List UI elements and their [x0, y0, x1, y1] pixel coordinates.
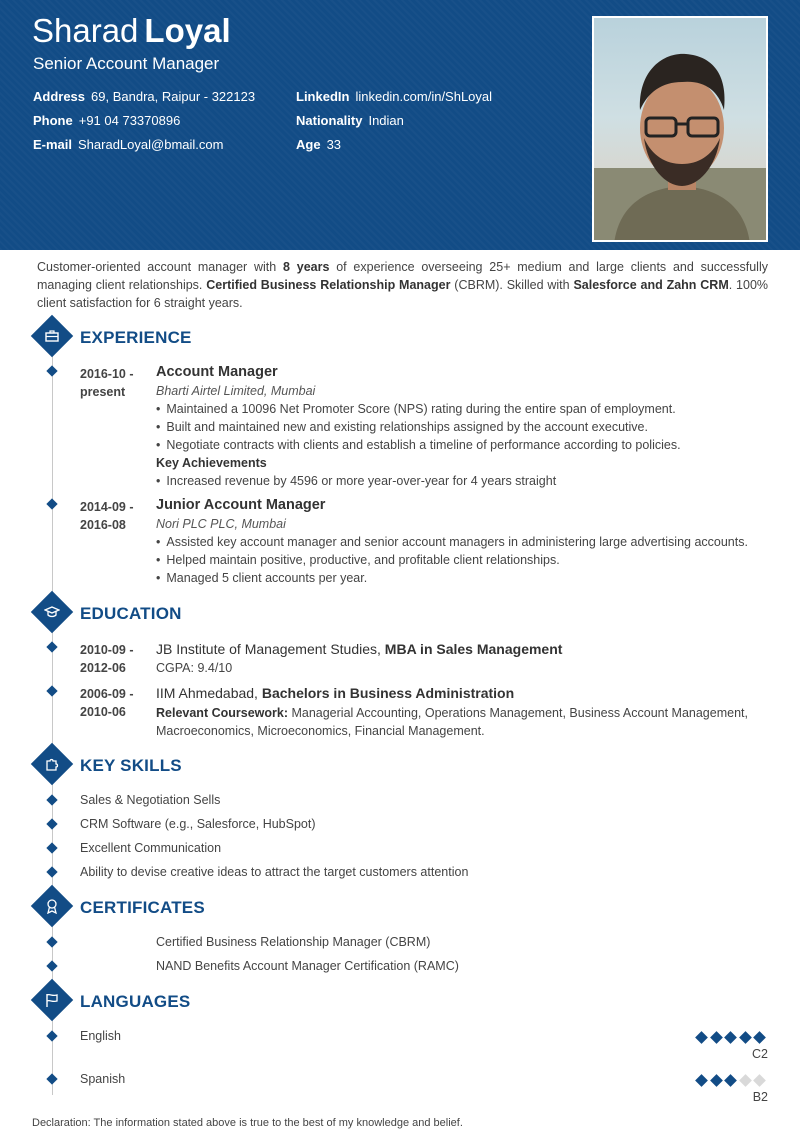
language-name: Spanish [80, 1072, 126, 1086]
flag-icon [31, 979, 73, 1021]
job-title: Account Manager [156, 364, 278, 380]
skill-item: Ability to devise creative ideas to attract the target customers attention [80, 865, 469, 879]
declaration-text: Declaration: The information stated above is true to the best of my knowledge and belief. [32, 1117, 463, 1129]
education-date: 2006-09 - 2010-06 [80, 687, 134, 719]
linkedin-value[interactable]: linkedin.com/in/ShLoyal [355, 89, 493, 104]
timeline-dot [46, 794, 57, 805]
puzzle-icon [31, 743, 73, 785]
language-rating [696, 1032, 768, 1044]
list-item: • Built and maintained new and existing relationships assigned by the account executive. [156, 418, 681, 436]
rating-diamond-filled [724, 1074, 737, 1087]
skill-item: Sales & Negotiation Sells [80, 793, 221, 807]
job-date: 2014-09 - 2016-08 [80, 500, 134, 532]
resume-header [0, 0, 800, 250]
job-company: Nori PLC PLC, Mumbai [156, 517, 286, 531]
nationality-value: Indian [368, 113, 404, 128]
education-date: 2010-09 - 2012-06 [80, 643, 134, 675]
linkedin-info [296, 89, 492, 104]
job-date: 2016-10 - present [80, 367, 134, 399]
job-bullets [156, 533, 748, 587]
education-title: IIM Ahmedabad, Bachelors in Business Administration [156, 685, 515, 701]
education-coursework: Relevant Coursework: Managerial Accounting, Operations Management, Business Account Management, [156, 706, 748, 720]
timeline-dot [46, 498, 57, 509]
job-bullets [156, 400, 681, 454]
nationality-info [296, 113, 404, 128]
phone-label: Phone [33, 113, 73, 128]
list-item: • Helped maintain positive, productive, and profitable client relationships. [156, 551, 748, 569]
address-info [33, 89, 255, 104]
language-level: B2 [752, 1090, 768, 1104]
timeline-dot [46, 1030, 57, 1041]
award-ribbon-icon [31, 885, 73, 927]
email-label: E-mail [33, 137, 73, 152]
timeline-dot [46, 936, 57, 947]
languages-heading: LANGUAGES [80, 992, 191, 1011]
list-item: • Assisted key account manager and senior account managers in administering large advertising accounts. [156, 533, 748, 551]
briefcase-icon [31, 315, 73, 357]
education-gpa: CGPA: 9.4/10 [156, 661, 233, 675]
list-item: • Increased revenue by 4596 or more year-over-year for 4 years straight [156, 472, 556, 490]
age-info [296, 137, 341, 152]
timeline-dot [46, 685, 57, 696]
age-label: Age [296, 137, 321, 152]
certificates-heading: CERTIFICATES [80, 898, 205, 917]
list-item: • Managed 5 client accounts per year. [156, 569, 748, 587]
linkedin-label: LinkedIn [296, 89, 350, 104]
phone-info [33, 113, 180, 128]
phone-value: +91 04 73370896 [78, 113, 181, 128]
nationality-label: Nationality [296, 113, 363, 128]
timeline-dot [46, 842, 57, 853]
email-value[interactable]: SharadLoyal@bmail.com [78, 137, 224, 152]
rating-diamond-filled [695, 1074, 708, 1087]
timeline-dot [46, 866, 57, 877]
job-title: Junior Account Manager [156, 497, 326, 513]
skills-heading: KEY SKILLS [80, 756, 182, 775]
timeline-dot [46, 1073, 57, 1084]
language-name: English [80, 1029, 121, 1043]
language-level: C2 [752, 1047, 768, 1061]
candidate-name [32, 12, 231, 50]
rating-diamond-filled [695, 1031, 708, 1044]
language-rating [696, 1075, 768, 1087]
job-company: Bharti Airtel Limited, Mumbai [156, 384, 316, 398]
experience-heading: EXPERIENCE [80, 328, 192, 347]
certificate-item: Certified Business Relationship Manager (CBRM) [156, 935, 431, 949]
rating-diamond-filled [710, 1031, 723, 1044]
portrait-illustration [594, 18, 768, 242]
rating-diamond-filled [710, 1074, 723, 1087]
rating-diamond-filled [724, 1031, 737, 1044]
certificate-item: NAND Benefits Account Manager Certification (RAMC) [156, 959, 459, 973]
profile-photo [592, 16, 768, 242]
graduation-cap-icon [31, 591, 73, 633]
address-label: Address [33, 89, 86, 104]
address-value: 69, Bandra, Raipur - 322123 [91, 89, 256, 104]
profile-summary: Customer-oriented account manager with 8 years of experience overseeing 25+ medium and large clients and successfully managing client relationships. Certified Business Relationship Manager (CBRM). Skilled with Salesforce and Zahn CRM. 100% client satisfaction for 6 straight years. [37, 260, 769, 310]
education-title: JB Institute of Management Studies, MBA in Sales Management [156, 641, 563, 657]
rating-diamond-empty [739, 1074, 752, 1087]
age-value: 33 [326, 137, 342, 152]
skill-item: Excellent Communication [80, 841, 222, 855]
last-name: Loyal [144, 12, 231, 49]
education-coursework-cont: Macroeconomics, Microeconomics, Financial Management. [156, 724, 485, 738]
timeline-dot [46, 960, 57, 971]
education-heading: EDUCATION [80, 604, 182, 623]
email-info [33, 137, 223, 152]
key-achievements-heading: Key Achievements [156, 456, 267, 470]
timeline-dot [46, 365, 57, 376]
rating-diamond-filled [739, 1031, 752, 1044]
list-item: • Negotiate contracts with clients and establish a timeline of performance according to policies. [156, 436, 681, 454]
timeline-dot [46, 641, 57, 652]
achievements-list [156, 472, 556, 490]
job-role: Senior Account Manager [33, 54, 220, 73]
list-item: • Maintained a 10096 Net Promoter Score (NPS) rating during the entire span of employment. [156, 400, 681, 418]
rating-diamond-empty [753, 1074, 766, 1087]
rating-diamond-filled [753, 1031, 766, 1044]
timeline-dot [46, 818, 57, 829]
first-name: Sharad [32, 12, 139, 49]
skill-item: CRM Software (e.g., Salesforce, HubSpot) [80, 817, 316, 831]
